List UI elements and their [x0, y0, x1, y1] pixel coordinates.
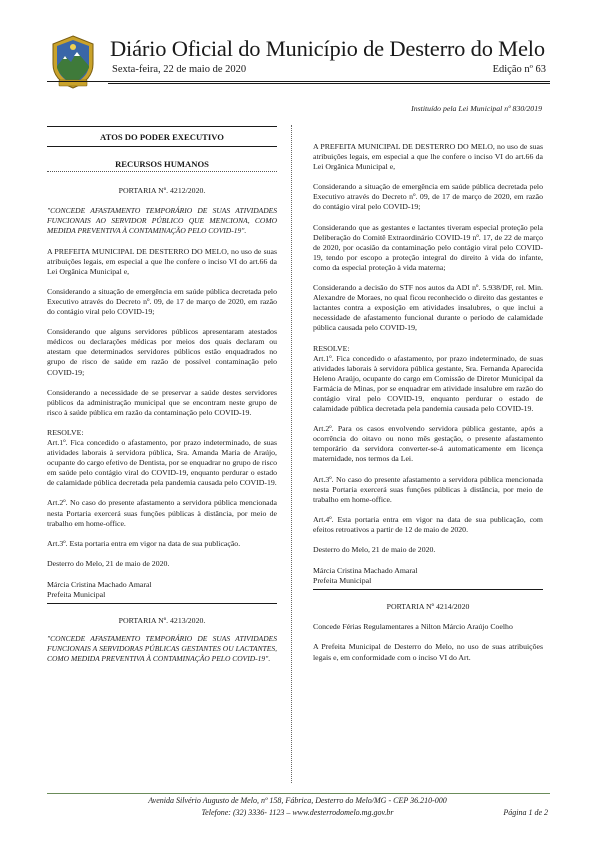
header-rule — [47, 81, 550, 82]
left-column — [47, 124, 277, 664]
portaria-4213-title: PORTARIA Nº. 4213/2020. — [118, 616, 206, 626]
portaria-4213-article-2: Art.2º. Para os casos envolvendo servidora pública gestante, após a ocorrência do oitavo ou nono mês gestação, o presente afastamento temporário da servidora converter-se-á automaticamente em licença maternidade, nos termos da Lei. — [313, 424, 543, 464]
portaria-4213-resolve: RESOLVE: — [313, 343, 350, 353]
act-separator — [47, 603, 277, 604]
portaria-4214-title: PORTARIA Nº 4214/2020 — [386, 602, 470, 612]
portaria-4213-article-4: Art.4º. Esta portaria entra em vigor na data de sua publicação, com efeitos retroativos a partir de 12 de maio de 2020. — [313, 514, 543, 534]
footer-address: Avenida Silvério Augusto de Melo, nº 158, Fábrica, Desterro do Melo/MG - CEP 36.210-000 — [148, 796, 447, 805]
portaria-4212-considering-2: Considerando que alguns servidores públicos apresentaram atestados médicos ou declarações médicas por meios dos quais declaram ou atestam que determinados servidores públicos estão enquadrados no grupo de risco de saúde em razão de possível contaminação pelo COVID-19; — [47, 327, 277, 377]
portaria-4213-article-1: Art.1º. Fica concedido o afastamento, por prazo indeterminado, de suas atividades laborais à servidora pública gestante, Sra. Fernanda Aparecida Heleno Araújo, ocupante do cargo em Comissão de Diretor Municipal da Farmácia de Minas, por se enquadrar em atividade insalubre em razão do contágio viral pelo COVID-19, enquanto perdurar o estado de calamidade pública decretada pela pandemia causada pelo COVID-19. — [313, 353, 543, 414]
newspaper-title: Diário Oficial do Município de Desterro do Melo — [110, 36, 545, 61]
portaria-4212-ementa: "CONCEDE AFASTAMENTO TEMPORÁRIO DE SUAS ATIVIDADES FUNCIONAIS AO SERVIDOR PÚBLICO QUE MENCIONA, COMO MEDIDA PREVENTIVA À CONTAMINAÇÃO PELO COVID-19". — [47, 206, 277, 236]
portaria-4212-title: PORTARIA Nº. 4212/2020. — [118, 186, 206, 196]
section-rule — [47, 146, 277, 147]
right-column — [313, 142, 543, 663]
section-rule — [47, 126, 277, 127]
header-rule-thin — [108, 83, 550, 84]
portaria-4212-article-2: Art.2º. No caso do presente afastamento a servidora pública mencionada nesta Portaria exercerá suas funções públicas à distância, por meio de trabalho em home-office. — [47, 498, 277, 528]
footer-contact: Telefone: (32) 3336- 1123 – www.desterrodomelo.mg.gov.br — [201, 808, 394, 817]
section-subtitle: RECURSOS HUMANOS — [115, 159, 209, 170]
portaria-4212-article-1: Art.1º. Fica concedido o afastamento, por prazo indeterminado, de suas atividades laborais à servidora pública, Sra. Amanda Maria de Araújo, ocupante do cargo efetivo de Dentista, por se enquadrar no grupo de risco em saúde pelo contágio viral do COVID-19, enquanto perdurar o estado de calamidade pública decretada pela pandemia causada pelo COVID-19. — [47, 437, 278, 488]
institution-note: Instituído pela Lei Municipal nº 830/2019 — [411, 104, 542, 113]
portaria-4212-place-date: Desterro do Melo, 21 de maio de 2020. — [47, 558, 170, 568]
portaria-4212-signatory-role: Prefeita Municipal — [47, 590, 106, 599]
portaria-4213-place-date: Desterro do Melo, 21 de maio de 2020. — [313, 545, 436, 554]
column-divider — [291, 125, 292, 783]
portaria-4213-considering-1: Considerando a situação de emergência em saúde pública decretada pelo Executivo através do Decreto nº. 09, de 17 de março de 2020, em razão do contágio viral pelo COVID-19; — [313, 182, 543, 212]
portaria-4214-intro: A Prefeita Municipal de Desterro do Melo, no uso de suas atribuições legais e, em conformidade com o inciso VI do Art. — [313, 642, 543, 662]
portaria-4214-ementa: Concede Férias Regulamentares a Nilton Márcio Araújo Coelho — [313, 622, 513, 632]
section-title: ATOS DO PODER EXECUTIVO — [100, 132, 224, 142]
act-separator — [313, 589, 543, 590]
subtitle-rule — [47, 171, 277, 172]
portaria-4212-considering-1: Considerando a situação de emergência em saúde pública decretada pelo Executivo através do Decreto nº. 09, de 17 de março de 2020, em razão do contágio viral pelo COVID-19; — [47, 286, 277, 317]
issue-edition: Edição nº 63 — [492, 64, 546, 75]
footer-rule — [47, 793, 550, 794]
portaria-4212-signatory-name: Márcia Cristina Machado Amaral — [47, 579, 152, 589]
portaria-4213-considering-2: Considerando que as gestantes e lactantes tiveram especial proteção pela Deliberação do Comitê Extraordinário COVID-19 nº. 17, de 22 de março de 2020, por ocasião da contaminação pelo contágio viral pelo COVID-19, tendo por escopo a proteção integral do direito à vida do infante, como da especial proteção à vida materna; — [313, 222, 543, 272]
portaria-4212-article-3: Art.3º. Esta portaria entra em vigor na data de sua publicação. — [47, 538, 241, 548]
portaria-4213-considering-3: Considerando a decisão do STF nos autos da ADI nº. 5.938/DF, rel. Min. Alexandre de Moraes, no qual ficou reconhecido o direito das gestantes e lactantes contra a exposição em atividades insalubres, o que inclui a necessidade de afastamento funcional durante o período de calamidade pública causada pelo COVID-19, — [313, 283, 543, 333]
issue-date: Sexta-feira, 22 de maio de 2020 — [112, 64, 247, 75]
portaria-4213-signatory-role: Prefeita Municipal — [313, 576, 372, 586]
page-number: Página 1 de 2 — [503, 808, 548, 817]
portaria-4213-ementa: "CONCEDE AFASTAMENTO TEMPORÁRIO DE SUAS ATIVIDADES FUNCIONAIS A SERVIDORAS PÚBLICAS GESTANTES OU LACTANTES, COMO MEDIDA PREVENTIVA À CONTAMINAÇÃO PELO COVID-19". — [47, 634, 277, 664]
portaria-4213-article-3: Art.3º. No caso do presente afastamento a servidora pública mencionada nesta Portaria exercerá suas funções públicas à distância, por meio de trabalho em home-office. — [313, 474, 543, 504]
portaria-4212-resolve: RESOLVE: — [47, 427, 84, 437]
portaria-4213-intro: A PREFEITA MUNICIPAL DE DESTERRO DO MELO, no uso de suas atribuições legais, em especial a que lhe confere o inciso VI do art.66 da Lei Orgânica Municipal e, — [313, 142, 543, 172]
portaria-4212-considering-3: Considerando a necessidade de se preservar a saúde destes servidores públicos da administração municipal que se encontram neste grupo de risco à saúde pública em razão da contaminação pelo COVID-19. — [47, 387, 277, 417]
portaria-4213-signatory-name: Márcia Cristina Machado Amaral — [313, 566, 418, 576]
portaria-4212-intro: A PREFEITA MUNICIPAL DE DESTERRO DO MELO, no uso de suas atribuições legais, em especial a que lhe confere o inciso VI do art.66 da Lei Orgânica Municipal e, — [47, 246, 277, 276]
